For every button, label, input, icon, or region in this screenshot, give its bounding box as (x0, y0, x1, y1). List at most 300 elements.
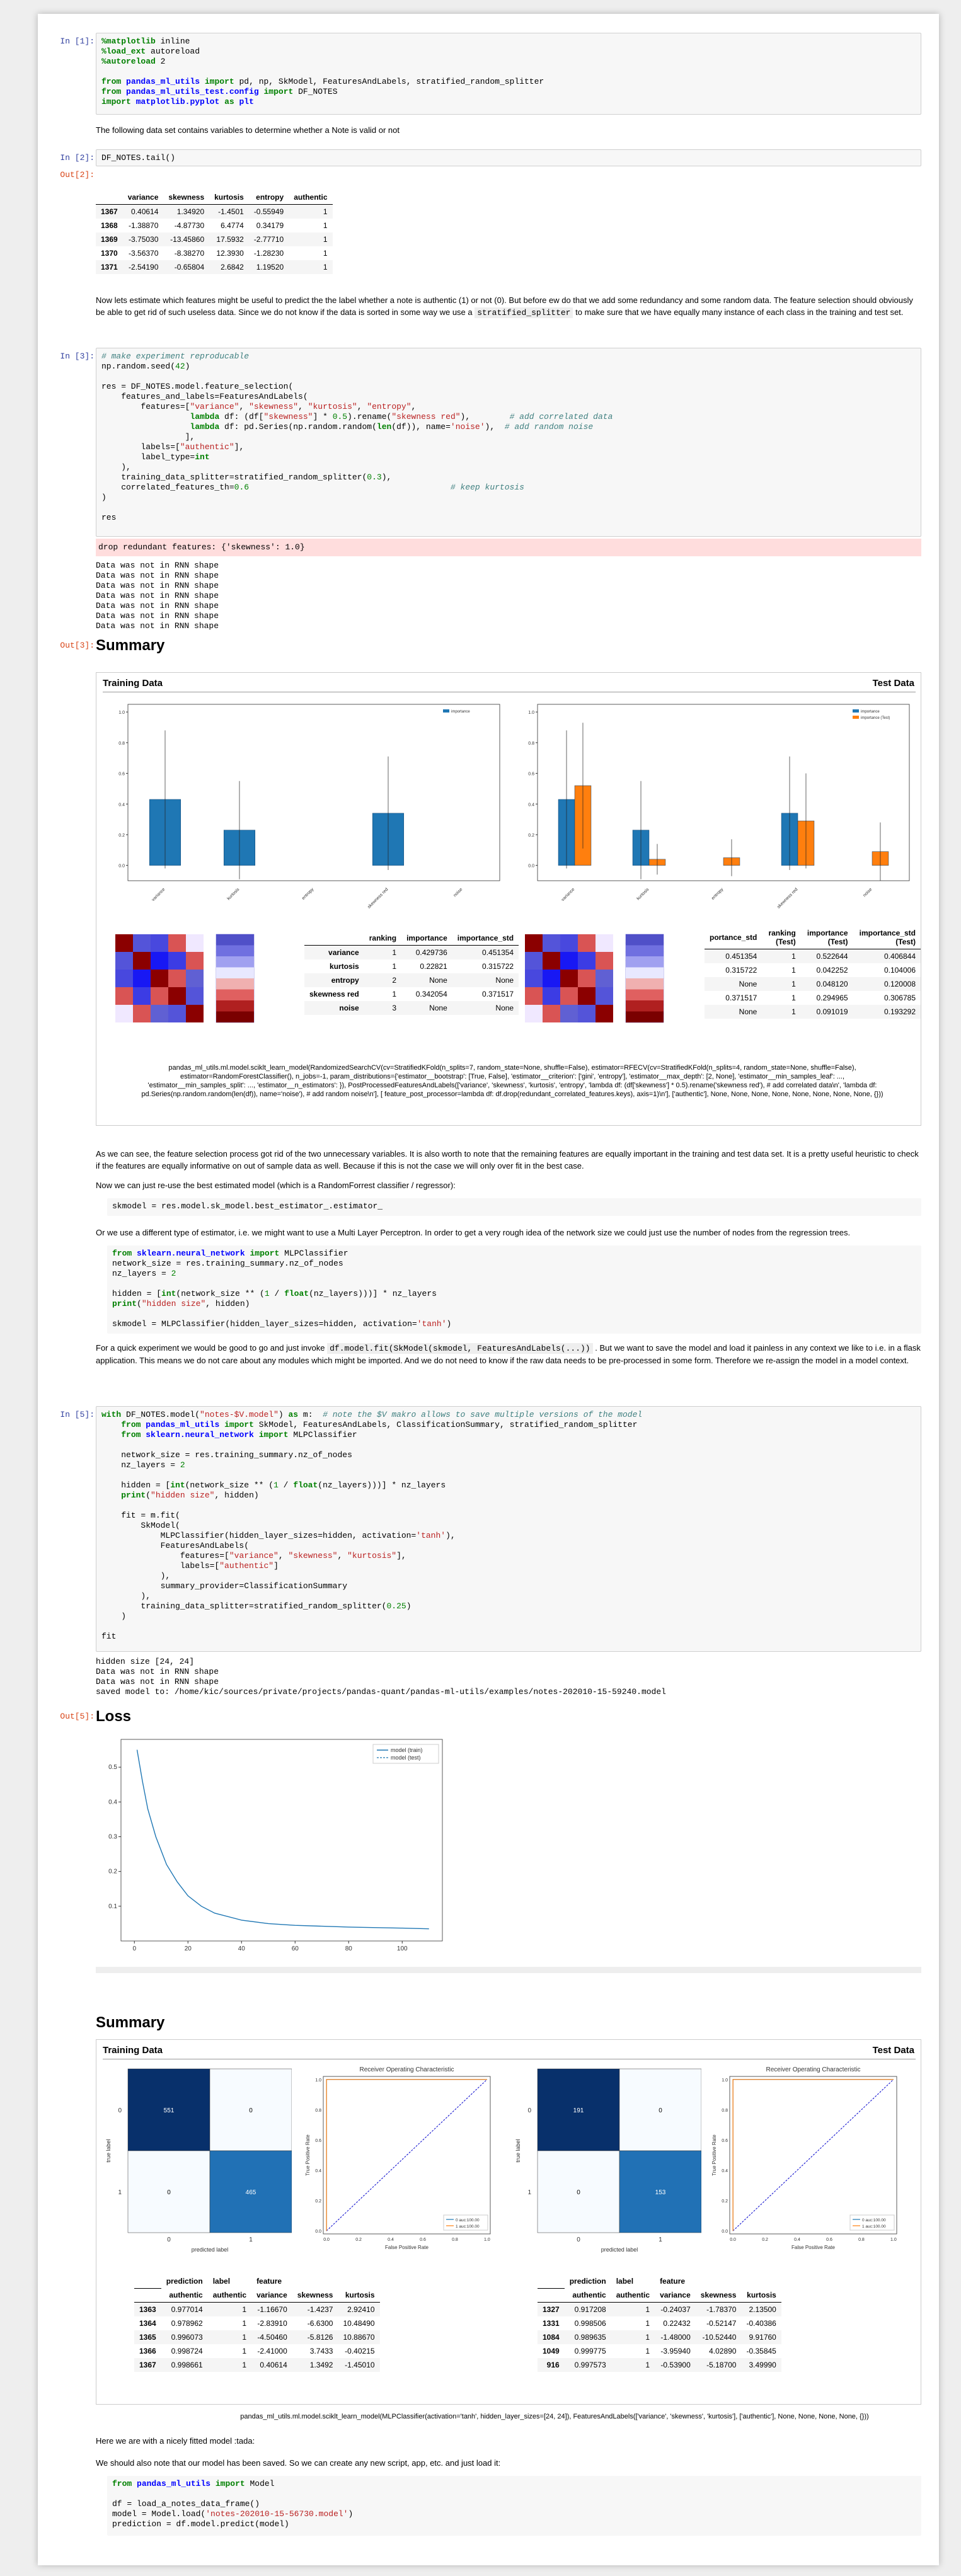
table-cell: 6.4774 (221, 221, 244, 230)
table-column-header: authentic (611, 2288, 655, 2303)
row-index: skewness red (309, 990, 359, 999)
model-caption: pandas_ml_utils.ml.model.sciklt_learn_model(MLPClassifier(activation='tanh', hidden_layer_sizes=[24, 24]), FeaturesAndLabels(['variance', 'skewness', 'kurtosis'], ['authentic'], None, None, None, None, {})) (240, 2413, 869, 2420)
y-tick-label: 1.0 (722, 2078, 728, 2083)
table-cell: 0.451354 (725, 952, 757, 961)
x-tick-label: 0.4 (388, 2238, 394, 2242)
table-column-header: importance_std (452, 931, 519, 946)
code-token: 'notes-202010-15-56730.model' (205, 2509, 348, 2519)
table-cell: None (429, 976, 447, 985)
code-token (101, 422, 190, 432)
table-cell: 2.6842 (221, 263, 244, 272)
x-tick-label: 60 (291, 1945, 299, 1952)
confusion-matrix-test (512, 2063, 701, 2264)
x-tick-label: 0.0 (323, 2238, 330, 2242)
row-index: 1367 (139, 2361, 156, 2369)
table-row (96, 219, 333, 232)
code-token: 0.5 (332, 412, 348, 421)
table-cell: 4.02890 (709, 2347, 737, 2356)
x-tick-label: 0.2 (762, 2238, 768, 2242)
code-token: plt (239, 97, 254, 106)
code-token (219, 1420, 224, 1429)
table-cell: -2.41000 (257, 2347, 287, 2356)
row-index: 1331 (543, 2319, 560, 2328)
y-tick-label: 0.4 (118, 803, 125, 808)
markdown-paragraph: For a quick experiment we would be good to go and just invoke df.model.fit(SkModel(skmodel, FeaturesAndLabels(...)) . But we want to save the model and load it painless in any context we like to i.e. in a flask application. This means we do not care about any modules which might be imported. And we do not need to know if the raw data needs to be pre-processed in some form. Therefore we re-assign the model in a model context. (96, 1343, 921, 1365)
table-cell: 0.998506 (574, 2319, 606, 2328)
heatmap-cell (543, 970, 560, 987)
code-token: # note the $V makro allows to save multiple versions of the model (323, 1410, 643, 1419)
code-token (254, 1430, 259, 1440)
table-cell: -1.45010 (345, 2361, 375, 2369)
table-column-header: variance (123, 190, 164, 205)
cell-prompt: Out[3]: (60, 641, 95, 650)
y-tick-label: 0.4 (528, 803, 534, 808)
cell-prompt: In [1]: (60, 37, 95, 46)
code-token: %autoreload (101, 57, 156, 66)
code-token: ) (446, 1319, 452, 1329)
table-row (134, 2344, 380, 2358)
code-token: , (278, 1551, 289, 1560)
table-cell: -0.52147 (706, 2319, 737, 2328)
x-tick-label: 0 (167, 2236, 171, 2243)
output-line: Data was not in RNN shape (96, 1677, 219, 1686)
table-row (538, 2344, 781, 2358)
y-tick-label: 1.0 (315, 2078, 321, 2083)
table-cell: 1 (323, 263, 328, 272)
row-index: 1364 (139, 2319, 156, 2328)
roc-chart-test (711, 2063, 906, 2264)
table-column-header: kurtosis (338, 2288, 379, 2303)
code-token: sklearn.neural_network (137, 1249, 245, 1258)
code-token: ), (381, 472, 392, 482)
code-token: correlated_features_th= (101, 483, 234, 492)
code-token: # keep kurtosis (450, 483, 524, 492)
output-line: Data was not in RNN shape (96, 621, 219, 631)
table-row (96, 205, 333, 219)
summary-heading: Summary (96, 2014, 165, 2031)
y-tick-label: 0.8 (722, 2108, 728, 2113)
output-line: Data was not in RNN shape (96, 591, 219, 600)
heatmap-cell (543, 1005, 560, 1022)
heatmap-cell (578, 1005, 596, 1022)
heatmap-cell (596, 987, 613, 1005)
code-token: m: (298, 1410, 323, 1419)
code-token: df = load_a_notes_data_frame() (112, 2499, 260, 2509)
code-token: / (269, 1289, 285, 1298)
code-editor[interactable] (96, 1406, 921, 1652)
code-token: , hidden) (214, 1491, 259, 1500)
code-token: DF_NOTES.tail() (101, 153, 176, 163)
y-tick-label: 0.2 (108, 1868, 117, 1875)
code-token: from (112, 1249, 132, 1258)
table-cell: 1 (392, 962, 397, 971)
table-cell: 1 (323, 235, 328, 244)
table-cell: -1.4237 (307, 2305, 333, 2314)
table-cell: 1 (645, 2319, 650, 2328)
row-index: 1366 (139, 2347, 156, 2356)
heatmap-cell (560, 1005, 578, 1022)
code-token: import (250, 1249, 280, 1258)
heatmap-cell (216, 1012, 254, 1023)
inline-code: df.model.fit(SkModel(skmodel, FeaturesAndLabels(...)) (327, 1343, 592, 1354)
x-tick-label: 80 (345, 1945, 352, 1952)
table-cell: 12.3930 (216, 249, 244, 258)
y-tick-label: 0.4 (315, 2169, 321, 2174)
output-line: Data was not in RNN shape (96, 611, 219, 621)
summary-panel (96, 2039, 921, 2405)
table-cell: 0.193292 (883, 1007, 916, 1016)
y-tick-label: 0.2 (118, 833, 125, 838)
code-token: ), (460, 412, 510, 421)
correlation-heatmap-train (103, 922, 292, 1060)
code-token: print (112, 1299, 137, 1308)
code-snippet (107, 2476, 921, 2536)
table-row (538, 2330, 781, 2344)
code-token: "variance" (190, 402, 239, 411)
code-token (101, 1430, 121, 1440)
code-token: , (411, 402, 417, 411)
code-token: 2 (180, 1460, 185, 1470)
code-token (132, 2479, 137, 2488)
code-token: "authentic" (180, 442, 234, 452)
roc-title: Receiver Operating Characteristic (766, 2066, 861, 2073)
code-token: "skewness red" (391, 412, 461, 421)
heatmap-cell (578, 952, 596, 970)
table-cell: 0.998661 (171, 2361, 203, 2369)
code-token: import (258, 1430, 289, 1440)
output-line: Data was not in RNN shape (96, 571, 219, 580)
table-row (134, 2358, 380, 2372)
code-token (121, 77, 126, 86)
x-tick-label: skewness red (776, 887, 799, 910)
table-cell: 1 (392, 948, 397, 957)
row-index: 1084 (543, 2333, 560, 2342)
loss-chart (96, 1733, 449, 1960)
code-token: res = DF_NOTES.model.feature_selection( (101, 382, 294, 391)
table-cell: None (739, 980, 757, 988)
code-token: ).rename( (347, 412, 392, 421)
table-column-header: importance (401, 931, 452, 946)
table-cell: -2.83910 (257, 2319, 287, 2328)
row-index: 1367 (101, 207, 118, 216)
table-cell: 0.104006 (883, 966, 916, 975)
x-tick-label: 0.2 (355, 2238, 362, 2242)
code-token: DF_NOTES.model( (121, 1410, 200, 1419)
table-cell: 1 (242, 2319, 247, 2328)
code-token: print (121, 1491, 146, 1500)
table-cell: -8.38270 (174, 249, 205, 258)
y-tick-label: 0.8 (118, 741, 125, 746)
row-index: 1370 (101, 249, 118, 258)
code-token: ], (101, 432, 195, 442)
code-token: inline (155, 37, 190, 46)
code-token: ), (446, 1531, 456, 1540)
x-tick-label: noise (452, 887, 464, 898)
code-token: hidden = [ (112, 1289, 162, 1298)
table-cell: 1 (323, 221, 328, 230)
x-tick-label: noise (862, 887, 873, 898)
legend-label: importance (861, 710, 880, 714)
table-row (96, 232, 333, 246)
code-editor[interactable] (96, 348, 921, 537)
heatmap-cell (626, 946, 664, 957)
code-token: "notes-$V.model" (200, 1410, 279, 1419)
table-cell: -10.52440 (702, 2333, 737, 2342)
code-token: ) (406, 1601, 411, 1611)
heatmap-cell (216, 968, 254, 979)
code-token: , hidden) (205, 1299, 250, 1308)
x-tick-label: 0 (132, 1945, 137, 1952)
code-token: import (263, 87, 294, 96)
heatmap-cell (626, 978, 664, 990)
table-column-header: skewness (292, 2288, 338, 2303)
code-token (101, 1420, 121, 1429)
x-tick-label: 0.4 (794, 2238, 800, 2242)
table-cell: -0.40215 (345, 2347, 375, 2356)
table-cell: 1 (791, 980, 796, 988)
y-tick-label: 0.6 (315, 2138, 321, 2143)
heatmap-cell (596, 952, 613, 970)
code-token: features_and_labels=FeaturesAndLabels( (101, 392, 308, 401)
code-token: ) (278, 1410, 289, 1419)
x-tick-label: 40 (238, 1945, 245, 1952)
code-editor[interactable] (96, 33, 921, 115)
code-token: "variance" (229, 1551, 279, 1560)
confusion-value: 0 (577, 2189, 580, 2196)
code-token: nz_layers = (112, 1269, 171, 1278)
table-cell: -4.50460 (257, 2333, 287, 2342)
roc-chart-train (304, 2063, 500, 2264)
code-token: 'tanh' (416, 1531, 446, 1540)
heatmap-cell (168, 934, 186, 952)
code-token: network_size = res.training_summary.nz_of_nodes (101, 1450, 352, 1460)
y-axis-label: True Positive Rate (711, 2134, 717, 2176)
table-row (304, 946, 519, 960)
code-token: %matplotlib (101, 37, 156, 46)
code-token: from (112, 2479, 132, 2488)
table-column-header: authentic (161, 2288, 208, 2303)
x-tick-label: 0.6 (826, 2238, 832, 2242)
code-token (121, 87, 126, 96)
table-column-header: importance_std (Test) (853, 926, 921, 949)
heatmap-cell (216, 990, 254, 1001)
legend-label: model (test) (391, 1755, 421, 1761)
heatmap-cell (151, 1005, 168, 1022)
x-tick-label: 100 (396, 1945, 408, 1952)
row-index: 1368 (101, 221, 118, 230)
code-token: DF_NOTES (293, 87, 338, 96)
y-tick-label: 0.2 (315, 2199, 321, 2204)
correlation-heatmap-test (512, 922, 701, 1060)
code-token: int (195, 452, 210, 462)
markdown-paragraph: Or we use a different type of estimator, i.e. we might want to use a Multi Layer Perceptron. In order to get a very rough idea of the network size we could just use the number of nodes from the regression trees. (96, 1228, 851, 1237)
table-cell: -13.45860 (170, 235, 205, 244)
table-cell: 2.92410 (347, 2305, 375, 2314)
code-token: "hidden size" (151, 1491, 215, 1500)
code-token: MLPClassifier (288, 1430, 357, 1440)
code-token: 2 (171, 1269, 176, 1278)
table-cell: -0.24037 (660, 2305, 691, 2314)
table-row (134, 2330, 380, 2344)
code-token: (nz_layers)))] * nz_layers (309, 1289, 437, 1298)
table-cell: 3 (392, 1004, 397, 1012)
output-line: saved model to: /home/kic/sources/private/projects/pandas-quant/pandas-ml-utils/examples/notes-202010-15-59240.model (96, 1687, 666, 1697)
x-tick-label: 0.0 (730, 2238, 736, 2242)
table-cell: 2 (392, 976, 397, 985)
confusion-value: 153 (655, 2189, 666, 2196)
x-axis-label: False Positive Rate (791, 2245, 835, 2250)
table-cell: 0.978962 (171, 2319, 203, 2328)
summary-heading: Summary (96, 637, 165, 654)
table-cell: -3.95940 (660, 2347, 691, 2356)
code-token: features=[ (101, 1551, 229, 1560)
heatmap-cell (525, 934, 543, 952)
y-tick-label: 0.0 (118, 864, 125, 869)
table-cell: 0.371517 (725, 993, 757, 1002)
heatmap-cell (525, 952, 543, 970)
heatmap-cell (596, 970, 613, 987)
row-index: 1371 (101, 263, 118, 272)
code-token: float (293, 1480, 318, 1490)
table-cell: 0.522644 (816, 952, 848, 961)
table-cell: -1.78370 (706, 2305, 737, 2314)
code-token: import (101, 97, 131, 106)
table-cell: -0.40386 (746, 2319, 776, 2328)
table-column-header: skewness (696, 2288, 742, 2303)
table-cell: -1.16670 (257, 2305, 287, 2314)
code-token: pd, np, SkModel, FeaturesAndLabels, stratified_random_splitter (234, 77, 544, 86)
y-tick-label: 0.8 (528, 741, 534, 746)
x-tick-label: 1.0 (484, 2238, 490, 2242)
y-tick-label: 0.6 (722, 2138, 728, 2143)
table-cell: -0.35845 (746, 2347, 776, 2356)
x-tick-label: 1 (659, 2236, 662, 2243)
code-token: ) (185, 362, 190, 371)
y-tick-label: 0.5 (108, 1764, 117, 1772)
heatmap-cell (525, 970, 543, 987)
x-tick-label: entropy (710, 887, 725, 901)
table-row (538, 2358, 781, 2372)
heatmap-cell (151, 970, 168, 987)
output-line: Data was not in RNN shape (96, 581, 219, 590)
code-token: hidden = [ (101, 1480, 171, 1490)
row-index: 1363 (139, 2305, 156, 2314)
x-tick-label: variance (151, 887, 166, 903)
table-row (304, 987, 519, 1001)
table-cell: 1 (242, 2347, 247, 2356)
code-token: pandas_ml_utils_test.config (126, 87, 259, 96)
code-token: fit (101, 1632, 117, 1641)
confusion-value: 0 (659, 2107, 662, 2114)
table-cell: -6.6300 (307, 2319, 333, 2328)
code-token: SkModel( (101, 1521, 180, 1530)
table-row (705, 977, 921, 991)
code-token: df: pd.Series(np.random.random( (219, 422, 377, 432)
code-token: from (121, 1430, 141, 1440)
y-tick-label: 1 (118, 2189, 122, 2196)
feature-table-train (304, 931, 519, 1015)
x-tick-label: skewness red (367, 887, 389, 910)
table-cell: 17.5932 (216, 235, 244, 244)
table-row (96, 246, 333, 260)
code-token: (network_size ** ( (176, 1289, 265, 1298)
code-token: skmodel = res.model.sk_model.best_estimator_.estimator_ (112, 1201, 383, 1211)
code-token: # make experiment reproducable (101, 352, 250, 361)
code-token: labels=[ (101, 442, 180, 452)
output-line: hidden size [24, 24] (96, 1657, 195, 1666)
table-row (304, 973, 519, 987)
heatmap-cell (216, 956, 254, 968)
code-token: label_type= (101, 452, 195, 462)
table-cell: 0.998724 (171, 2347, 203, 2356)
plot-area (128, 704, 500, 881)
table-row (705, 991, 921, 1005)
code-token: ] * (313, 412, 333, 421)
table-cell: -3.56370 (129, 249, 159, 258)
plot-area (121, 1739, 442, 1941)
horizontal-scrollbar[interactable] (96, 1967, 921, 1973)
legend-swatch (853, 716, 859, 719)
table-group-header: prediction (166, 2277, 203, 2286)
code-token: pandas_ml_utils (126, 77, 200, 86)
heatmap-cell (543, 952, 560, 970)
heatmap-cell (133, 934, 151, 952)
code-token: Model (245, 2479, 275, 2488)
heatmap-cell (115, 952, 133, 970)
y-tick-label: 0 (118, 2107, 122, 2114)
table-cell: 0.999775 (574, 2347, 606, 2356)
code-token: from (101, 87, 122, 96)
code-token: MLPClassifier(hidden_layer_sizes=hidden, activation= (101, 1531, 417, 1540)
code-editor[interactable] (96, 149, 921, 166)
table-column-header: variance (655, 2288, 696, 2303)
table-column-header: kurtosis (209, 190, 249, 205)
table-cell: 1 (323, 249, 328, 258)
table-column-header: importance (Test) (801, 926, 853, 949)
code-token: ), (101, 1591, 151, 1601)
code-token: "hidden size" (141, 1299, 206, 1308)
y-tick-label: 0.6 (118, 772, 125, 777)
table-cell: 0.997573 (574, 2361, 606, 2369)
table-column-header: ranking (364, 931, 401, 946)
heatmap-cell (186, 987, 204, 1005)
code-token (219, 97, 224, 106)
table-group-header: feature (660, 2277, 686, 2286)
code-snippet (107, 1245, 921, 1334)
stdout-output (96, 561, 921, 631)
code-token: lambda (190, 412, 220, 421)
heatmap-cell (216, 1000, 254, 1012)
heatmap-cell (578, 987, 596, 1005)
table-cell: -0.53900 (660, 2361, 691, 2369)
table-cell: 0.315722 (725, 966, 757, 975)
code-token: 42 (175, 362, 185, 371)
confusion-value: 551 (163, 2107, 175, 2114)
heatmap-cell (133, 970, 151, 987)
code-token: int (161, 1289, 176, 1298)
x-tick-label: 0.8 (858, 2238, 865, 2242)
feature-importance-chart-train (103, 698, 506, 915)
code-token: 'tanh' (417, 1319, 447, 1329)
x-tick-label: kurtosis (636, 887, 650, 902)
code-token (249, 483, 451, 492)
code-token: "skewness" (288, 1551, 338, 1560)
code-token: 1 (273, 1480, 279, 1490)
heatmap-cell (186, 970, 204, 987)
x-tick-label: entropy (301, 887, 315, 901)
table-cell: 1 (791, 952, 796, 961)
y-axis-label: True Positive Rate (305, 2134, 311, 2176)
